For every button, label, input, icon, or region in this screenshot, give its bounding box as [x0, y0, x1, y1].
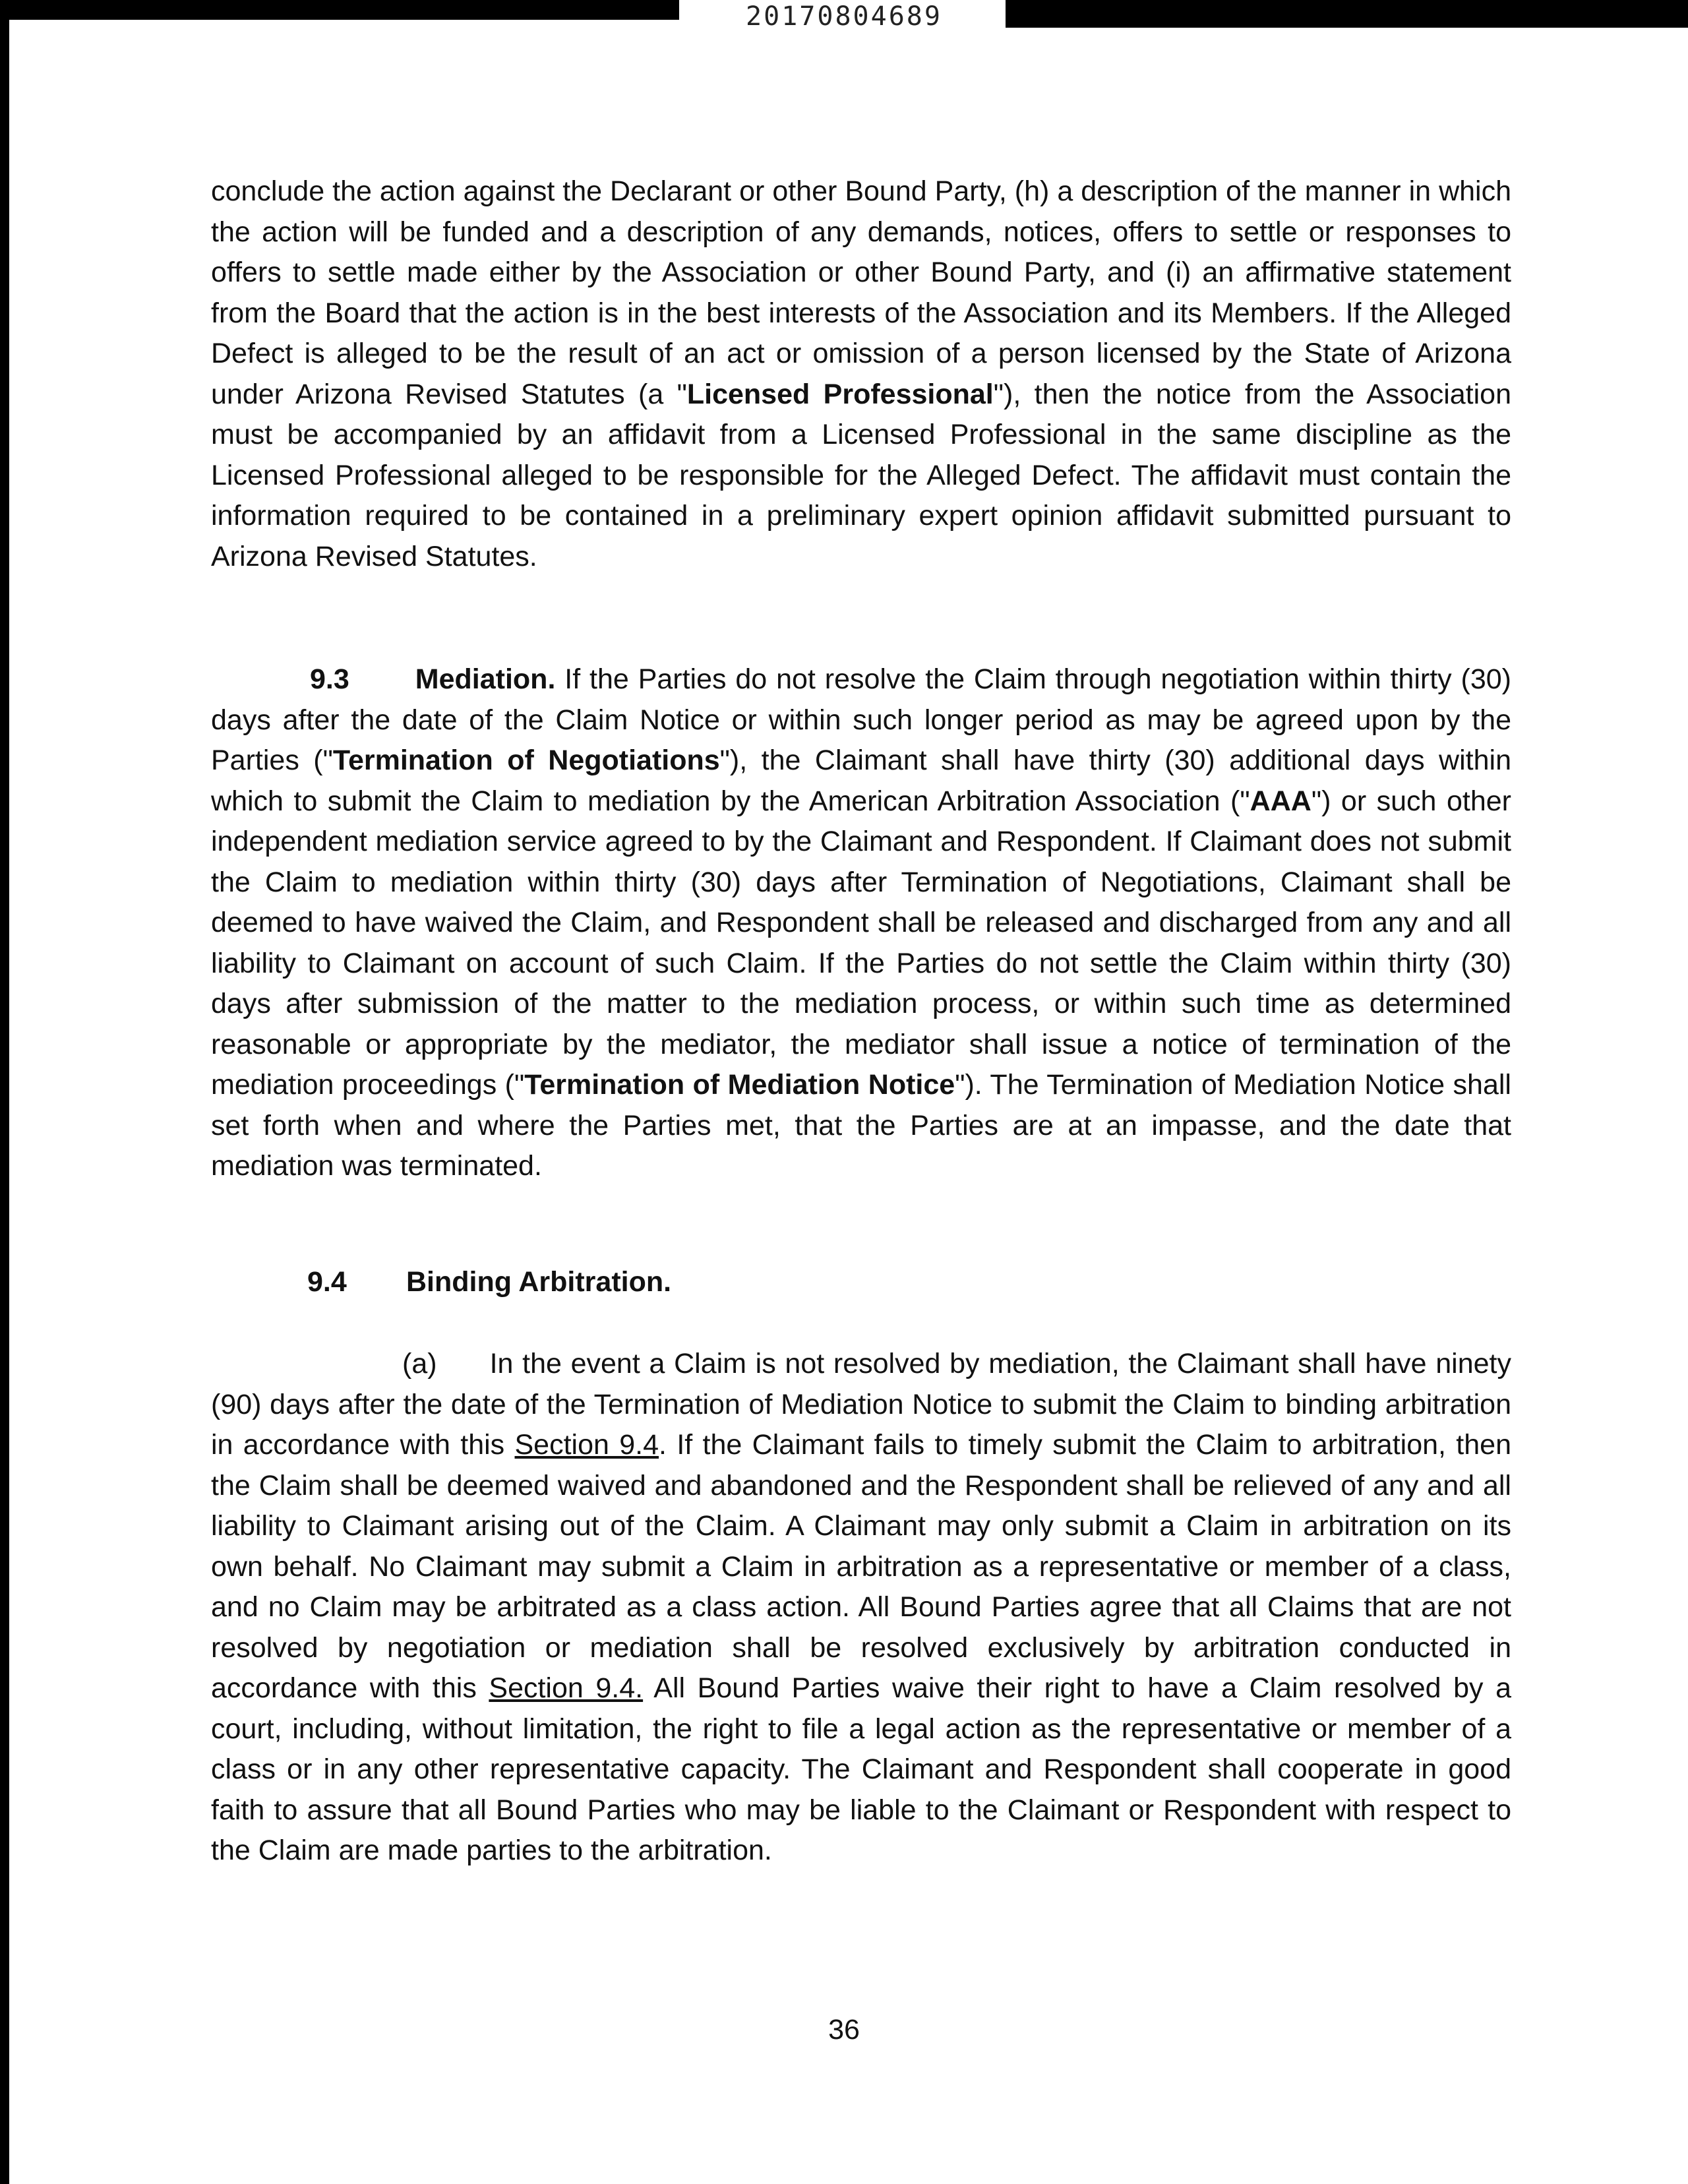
term-termination-of-negotiations: Termination of Negotiations — [332, 744, 720, 776]
section-9-3 — [211, 659, 1511, 1187]
document-number: 20170804689 — [746, 1, 942, 32]
sec93-text-3: ") or such other independent mediation service agreed to by the Claimant and Respondent. If Claimant does not submit the Claim to mediation within thirty (30) days after Termination of Negotiations, Claimant shall be deemed to have waived the Claim, and Respondent shall be released and discharged from any and all liability to Claimant on account of such Claim. If the Parties do not settle the Claim within thirty (30) days after submission of the matter to the mediation process, or within such time as determined reasonable or appropriate by the mediator, the mediator shall issue a notice of termination of the mediation proceedings (" — [211, 785, 1511, 1101]
sec94a-text-2: . If the Claimant fails to timely submit the Claim to arbitration, then the Claim shall be deemed waived and abandoned and the Respondent shall be relieved of any and all liability to Claimant arising out of the Claim. A Claimant may only submit a Claim in arbitration on its own behalf. No Claimant may submit a Claim in arbitration as a representative or member of a class, and no Claim may be arbitrated as a class action. All Bound Parties agree that all Claims that are not resolved by negotiation or mediation shall be resolved exclusively by arbitration conducted in accordance with this — [211, 1429, 1511, 1704]
term-termination-of-mediation-notice: Termination of Mediation Notice — [524, 1069, 955, 1101]
scan-left-edge — [0, 0, 9, 2184]
header-bar-right — [1006, 0, 1688, 28]
sec93-text-4: "). The Termination of Mediation Notice shall set forth when and where the Parties met, that the Parties are at an impasse, and the date that mediation was terminated. — [211, 1069, 1511, 1182]
sec94a-text-3: All Bound Parties waive their right to have a Claim resolved by a court, including, without limitation, the right to file a legal action as the representative or member of a class or in any other representative capacity. The Claimant and Respondent shall cooperate in good faith to assure that all Bound Parties who may be liable to the Claimant or Respondent with respect to the Claim are made parties to the arbitration. — [211, 1672, 1512, 1866]
section-ref-9-4-second: Section 9.4. — [489, 1672, 644, 1704]
page-number: 36 — [828, 2014, 860, 2046]
term-aaa: AAA — [1250, 785, 1311, 817]
section-ref-9-4: Section 9.4 — [514, 1429, 659, 1461]
section-9-4-title: Binding Arbitration. — [406, 1266, 672, 1298]
section-9-3-number: 9.3 — [310, 663, 349, 695]
section-9-4-number: 9.4 — [307, 1266, 347, 1298]
paragraph-continuation — [211, 171, 1511, 577]
subsection-a-label: (a) — [402, 1348, 437, 1380]
sec93-text-2: "), the Claimant shall have thirty (30) additional days within which to submit the Claim to mediation by the American Arbitration Association (" — [211, 744, 1511, 817]
sec93-text-1: If the Parties do not resolve the Claim through negotiation within thirty (30) days after the date of the Claim Notice or within such longer period as may be agreed upon by the Parties (" — [211, 663, 1511, 776]
sec94a-text-1: In the event a Claim is not resolved by mediation, the Claimant shall have ninety (90) days after the date of the Termination of Mediation Notice to submit the Claim to binding arbitration in accordance with this — [211, 1348, 1511, 1461]
section-9-4-a — [211, 1344, 1511, 1871]
header-bar-left — [0, 0, 679, 20]
term-licensed-professional: Licensed Professional — [686, 378, 994, 410]
section-9-3-title: Mediation. — [415, 663, 556, 695]
para1-text-1: conclude the action against the Declarant or other Bound Party, (h) a description of the manner in which the action will be funded and a description of any demands, notices, offers to settle or responses to offers to settle made either by the Association or other Bound Party, and (i) an affirmative statement from the Board that the action is in the best interests of the Association and its Members. If the Alleged Defect is alleged to be the result of an act or omission of a person licensed by the State of Arizona under Arizona Revised Statutes (a " — [211, 175, 1511, 410]
para1-text-2: "), then the notice from the Association must be accompanied by an affidavit from a Licensed Professional in the same discipline as the Licensed Professional alleged to be responsible for the Alleged Defect. The affidavit must contain the information required to be contained in a preliminary expert opinion affidavit submitted pursuant to Arizona Revised Statutes. — [211, 378, 1511, 572]
